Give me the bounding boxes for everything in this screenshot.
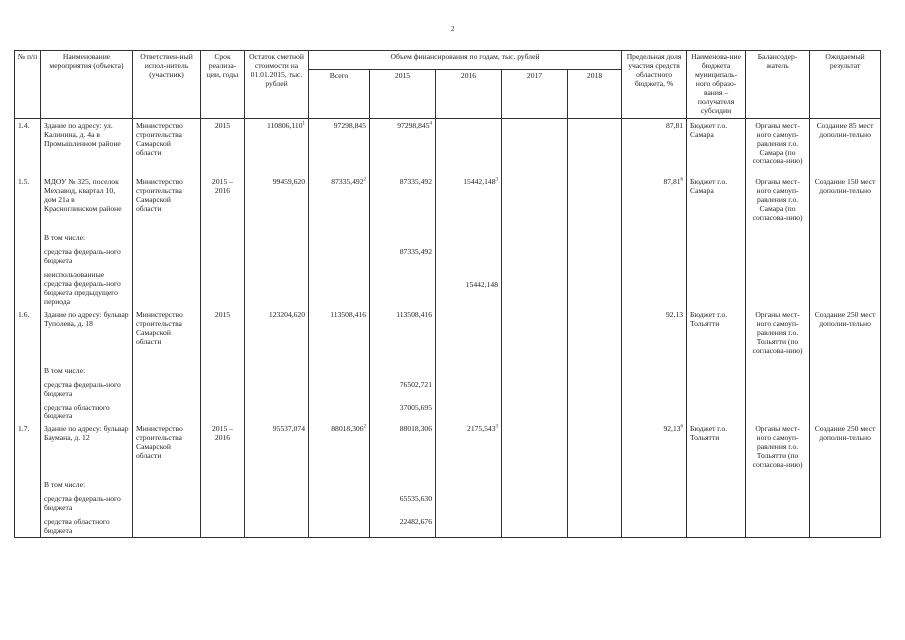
cell-2018	[568, 118, 622, 167]
sub-row	[15, 244, 881, 267]
sub-holder	[746, 357, 810, 377]
sub-share	[622, 471, 687, 491]
sub-total	[309, 224, 370, 244]
sub-2018	[568, 514, 622, 537]
sub-period	[201, 357, 245, 377]
cell-name	[41, 118, 133, 167]
sub-total	[309, 377, 370, 400]
cell-num	[15, 308, 41, 357]
sub-budget	[687, 244, 746, 267]
cell-budget	[687, 308, 746, 357]
cell-share-value: 87,81	[665, 120, 684, 130]
sub-remainder	[245, 357, 309, 377]
cell-remainder-value: 123204,620	[268, 309, 305, 319]
cell-total	[309, 118, 370, 167]
cell-responsible-value: Министерство строительства Самарской области	[136, 309, 183, 346]
sub-result	[810, 471, 881, 491]
cell-remainder	[245, 308, 309, 357]
cell-holder-value: Органы мест-ного самоуп-равления г.о. Тольятти (по согласова-нию)	[752, 424, 803, 470]
cell-remainder	[245, 422, 309, 471]
cell-2017	[502, 308, 568, 357]
sub-row	[15, 267, 881, 308]
cell-remainder	[245, 118, 309, 167]
cell-total	[309, 175, 370, 224]
sub-label	[41, 357, 133, 377]
cell-share	[622, 118, 687, 167]
cell-budget	[687, 175, 746, 224]
sub-label-value: В том числе:	[44, 233, 86, 243]
cell-budget	[687, 118, 746, 167]
sub-label	[41, 514, 133, 537]
sub-period	[201, 471, 245, 491]
sub-row	[15, 471, 881, 491]
sub-remainder	[245, 491, 309, 514]
spacer-cell	[436, 167, 502, 175]
sub-2017	[502, 471, 568, 491]
cell-responsible	[133, 175, 201, 224]
sub-remainder	[245, 400, 309, 423]
cell-name	[41, 422, 133, 471]
sub-2015-value: 37005,695	[399, 402, 432, 412]
sub-responsible	[133, 267, 201, 308]
sub-row	[15, 400, 881, 423]
sub-2016	[436, 267, 502, 308]
sub-holder	[746, 491, 810, 514]
sub-result	[810, 244, 881, 267]
cell-budget-value: Бюджет г.о. Самара	[690, 120, 728, 139]
cell-period	[201, 308, 245, 357]
cell-result-value: Создание 250 мест дополни-тельно	[814, 424, 876, 443]
sub-result	[810, 400, 881, 423]
sub-holder	[746, 471, 810, 491]
spacer-cell	[622, 167, 687, 175]
sub-remainder	[245, 224, 309, 244]
header-remainder: Остаток сметной стоимости на 01.01.2015, тыс. рублей	[245, 51, 309, 119]
cell-share-value: 92,13	[665, 309, 684, 319]
spacer-cell	[687, 167, 746, 175]
header-name: Наименование мероприятия (объекта)	[41, 51, 133, 119]
sub-2018	[568, 357, 622, 377]
cell-name-value: Здание по адресу: бульвар Баумана, д. 12	[44, 424, 129, 443]
cell-period	[201, 118, 245, 167]
sub-2015-value: 76502,721	[399, 379, 432, 389]
sub-period	[201, 400, 245, 423]
sub-period	[201, 377, 245, 400]
sub-budget	[687, 514, 746, 537]
spacer-cell	[309, 167, 370, 175]
cell-2016	[436, 422, 502, 471]
sub-result	[810, 514, 881, 537]
cell-holder	[746, 308, 810, 357]
header-budget-name: Наименова-ние бюджета муниципаль-ного образо-вания – получателя субсидии	[687, 51, 746, 119]
sub-remainder	[245, 471, 309, 491]
sub-2016	[436, 471, 502, 491]
sub-2018	[568, 244, 622, 267]
sub-label-value: средства федераль-ного бюджета	[44, 379, 121, 398]
sub-label	[41, 244, 133, 267]
header-responsible: Ответствен-ный испол-нитель (участник)	[133, 51, 201, 119]
cell-2016-value: 15442,148	[463, 177, 496, 187]
sub-budget	[687, 471, 746, 491]
cell-period-value: 2015	[214, 120, 231, 130]
sub-num	[15, 491, 41, 514]
sub-budget	[687, 357, 746, 377]
sub-total	[309, 267, 370, 308]
sub-2016-value: 15442,148	[465, 280, 498, 290]
sub-responsible	[133, 491, 201, 514]
cell-budget-value: Бюджет г.о. Самара	[690, 177, 728, 196]
sub-2016	[436, 400, 502, 423]
header-period: Срок реализа-ции, годы	[201, 51, 245, 119]
sub-budget	[687, 224, 746, 244]
sub-result	[810, 224, 881, 244]
sub-2017	[502, 377, 568, 400]
cell-holder-value: Органы мест-ного самоуп-равления г.о. Самара (по согласова-нию)	[752, 120, 803, 166]
header-year-2018: 2018	[568, 70, 622, 119]
cell-total-value: 97298,845	[333, 120, 366, 130]
header-year-2016: 2016	[436, 70, 502, 119]
sub-2017	[502, 267, 568, 308]
cell-2016	[436, 118, 502, 167]
cell-budget-value: Бюджет г.о. Тольятти	[690, 424, 728, 443]
spacer-cell	[41, 167, 133, 175]
sub-responsible	[133, 377, 201, 400]
sub-label	[41, 377, 133, 400]
cell-responsible-value: Министерство строительства Самарской области	[136, 120, 183, 157]
sub-remainder	[245, 377, 309, 400]
cell-name	[41, 175, 133, 224]
sub-result	[810, 267, 881, 308]
sub-2017	[502, 244, 568, 267]
header-num: № п/п	[15, 51, 41, 119]
cell-budget	[687, 422, 746, 471]
sub-budget	[687, 267, 746, 308]
cell-total-value: 87335,492	[331, 177, 364, 187]
cell-2015-value: 97298,845	[397, 120, 430, 130]
sub-share	[622, 224, 687, 244]
sub-remainder	[245, 514, 309, 537]
sub-num	[15, 471, 41, 491]
cell-result-value: Создание 250 мест дополни-тельно	[814, 309, 876, 328]
header-result: Ожидаемый результат	[810, 51, 881, 119]
sub-2018	[568, 400, 622, 423]
cell-share	[622, 422, 687, 471]
cell-responsible-value: Министерство строительства Самарской области	[136, 424, 183, 461]
sub-label	[41, 267, 133, 308]
cell-2018	[568, 308, 622, 357]
sub-2016	[436, 377, 502, 400]
cell-total-footnote: 2	[363, 177, 366, 183]
table-row	[15, 175, 881, 224]
cell-2016-footnote: 3	[495, 424, 498, 430]
sub-num	[15, 244, 41, 267]
sub-budget	[687, 400, 746, 423]
sub-2018	[568, 377, 622, 400]
cell-period	[201, 422, 245, 471]
sub-2018	[568, 267, 622, 308]
cell-2016	[436, 175, 502, 224]
sub-responsible	[133, 514, 201, 537]
cell-share	[622, 175, 687, 224]
sub-responsible	[133, 471, 201, 491]
sub-num	[15, 267, 41, 308]
cell-2015	[370, 175, 436, 224]
sub-holder	[746, 377, 810, 400]
sub-remainder	[245, 267, 309, 308]
cell-period-value: 2015 – 2016	[212, 177, 233, 196]
cell-result	[810, 118, 881, 167]
cell-num-value: 1.5.	[18, 177, 30, 187]
cell-total-value: 88018,306	[331, 424, 364, 434]
cell-period-value: 2015 – 2016	[212, 424, 233, 443]
sub-2017	[502, 491, 568, 514]
cell-budget-value: Бюджет г.о. Тольятти	[690, 309, 728, 328]
sub-2017	[502, 224, 568, 244]
sub-period	[201, 244, 245, 267]
cell-period	[201, 175, 245, 224]
sub-2015	[370, 514, 436, 537]
sub-share	[622, 377, 687, 400]
cell-2017	[502, 422, 568, 471]
sub-2015-value: 87335,492	[399, 247, 432, 257]
spacer-cell	[15, 167, 41, 175]
sub-2016	[436, 357, 502, 377]
cell-2016	[436, 308, 502, 357]
sub-2015	[370, 357, 436, 377]
cell-share-footnote: 6	[680, 424, 684, 430]
sub-remainder	[245, 244, 309, 267]
cell-remainder-value: 95537,074	[272, 424, 305, 434]
sub-label	[41, 224, 133, 244]
sub-share	[622, 244, 687, 267]
sub-label-value: В том числе:	[44, 480, 86, 490]
header-holder: Балансодер-жатель	[746, 51, 810, 119]
header-total: Всего	[309, 70, 370, 119]
cell-result	[810, 175, 881, 224]
cell-total-value: 113508,416	[330, 309, 366, 319]
sub-total	[309, 357, 370, 377]
sub-2018	[568, 224, 622, 244]
sub-responsible	[133, 244, 201, 267]
sub-2017	[502, 357, 568, 377]
sub-label	[41, 471, 133, 491]
funding-table	[14, 50, 881, 538]
cell-remainder-footnote: 1	[302, 121, 305, 127]
cell-2017	[502, 118, 568, 167]
sub-num	[15, 357, 41, 377]
sub-responsible	[133, 357, 201, 377]
sub-label-value: неиспользованные средства федераль-ного бюджета предыдущего периода	[44, 270, 121, 306]
sub-row	[15, 377, 881, 400]
spacer-cell	[133, 167, 201, 175]
table-row	[15, 308, 881, 357]
sub-period	[201, 224, 245, 244]
cell-result	[810, 422, 881, 471]
spacer-cell	[810, 167, 881, 175]
sub-holder	[746, 514, 810, 537]
sub-row	[15, 514, 881, 537]
sub-total	[309, 471, 370, 491]
cell-total-footnote: 2	[363, 424, 366, 430]
sub-2015	[370, 491, 436, 514]
sub-2015	[370, 471, 436, 491]
header-share: Предельная доля участия средств областного бюджета, %	[622, 51, 687, 119]
sub-result	[810, 357, 881, 377]
sub-row	[15, 357, 881, 377]
cell-2015	[370, 422, 436, 471]
sub-label-value: средства областного бюджета	[44, 402, 110, 421]
sub-period	[201, 514, 245, 537]
sub-share	[622, 400, 687, 423]
header-funding: Объем финансирования по годам, тыс. рублей	[309, 51, 622, 70]
sub-2016	[436, 224, 502, 244]
sub-row	[15, 491, 881, 514]
cell-num-value: 1.4.	[18, 120, 30, 130]
sub-label	[41, 400, 133, 423]
sub-responsible	[133, 400, 201, 423]
sub-label-value: В том числе:	[44, 365, 86, 375]
cell-2016-footnote: 3	[495, 177, 498, 183]
cell-share	[622, 308, 687, 357]
sub-share	[622, 491, 687, 514]
cell-2015-value: 87335,492	[399, 177, 432, 187]
table-row	[15, 118, 881, 167]
cell-responsible-value: Министерство строительства Самарской области	[136, 177, 183, 214]
cell-holder-value: Органы мест-ного самоуп-равления г.о. Самара (по согласова-нию)	[752, 177, 803, 223]
sub-total	[309, 491, 370, 514]
cell-total	[309, 422, 370, 471]
cell-name-value: МДОУ № 325, поселок Мехзавод, квартал 10, дом 21а в Красноглинском районе	[44, 177, 122, 214]
cell-2017	[502, 175, 568, 224]
sub-label	[41, 491, 133, 514]
cell-num-value: 1.7.	[18, 424, 30, 434]
header-year-2015: 2015	[370, 70, 436, 119]
sub-budget	[687, 377, 746, 400]
row-spacer	[15, 167, 881, 175]
sub-2015	[370, 244, 436, 267]
cell-2018	[568, 422, 622, 471]
cell-responsible	[133, 118, 201, 167]
sub-2015-value: 65535,630	[399, 494, 432, 504]
spacer-cell	[370, 167, 436, 175]
sub-result	[810, 491, 881, 514]
cell-num	[15, 422, 41, 471]
cell-share-value: 87,81	[663, 177, 681, 187]
sub-share	[622, 267, 687, 308]
sub-total	[309, 514, 370, 537]
sub-label-value: средства федераль-ного бюджета	[44, 494, 121, 513]
sub-2017	[502, 514, 568, 537]
sub-num	[15, 224, 41, 244]
sub-holder	[746, 224, 810, 244]
sub-2015	[370, 267, 436, 308]
cell-name-value: Здание по адресу: ул. Калинина, д. 4а в Промышленном районе	[44, 120, 121, 148]
cell-remainder-value: 99459,620	[272, 177, 305, 187]
cell-num	[15, 118, 41, 167]
page-number: 2	[451, 25, 455, 33]
cell-2015-value: 113508,416	[396, 309, 432, 319]
sub-2018	[568, 491, 622, 514]
sub-label-value: средства областного бюджета	[44, 517, 110, 535]
sub-2016	[436, 244, 502, 267]
cell-holder-value: Органы мест-ного самоуп-равления г.о. Тольятти (по согласова-нию)	[752, 309, 803, 355]
sub-2015	[370, 400, 436, 423]
cell-period-value: 2015	[214, 309, 231, 319]
cell-share-value: 92,13	[663, 424, 681, 434]
sub-2015	[370, 377, 436, 400]
cell-2015-value: 88018,306	[399, 424, 432, 434]
sub-label-value: средства федераль-ного бюджета	[44, 247, 121, 266]
sub-period	[201, 491, 245, 514]
cell-name-value: Здание по адресу: бульвар Туполева, д. 18	[44, 309, 129, 328]
spacer-cell	[245, 167, 309, 175]
sub-share	[622, 357, 687, 377]
sub-2018	[568, 471, 622, 491]
cell-2018	[568, 175, 622, 224]
sub-num	[15, 377, 41, 400]
cell-holder	[746, 175, 810, 224]
cell-result	[810, 308, 881, 357]
sub-total	[309, 400, 370, 423]
sub-2016	[436, 514, 502, 537]
sub-share	[622, 514, 687, 537]
sub-num	[15, 514, 41, 537]
cell-remainder	[245, 175, 309, 224]
cell-2015-footnote: 4	[429, 121, 432, 127]
sub-num	[15, 400, 41, 423]
sub-2015-value: 22482,676	[399, 517, 432, 527]
sub-2017	[502, 400, 568, 423]
sub-holder	[746, 244, 810, 267]
cell-holder	[746, 422, 810, 471]
spacer-cell	[568, 167, 622, 175]
cell-total	[309, 308, 370, 357]
cell-responsible	[133, 422, 201, 471]
spacer-cell	[201, 167, 245, 175]
sub-period	[201, 267, 245, 308]
cell-responsible	[133, 308, 201, 357]
cell-holder	[746, 118, 810, 167]
cell-num-value: 1.6.	[18, 309, 30, 319]
cell-2015	[370, 118, 436, 167]
cell-result-value: Создание 150 мест дополни-тельно	[814, 177, 876, 196]
sub-budget	[687, 491, 746, 514]
sub-total	[309, 244, 370, 267]
sub-holder	[746, 400, 810, 423]
table-body	[15, 118, 881, 537]
cell-num	[15, 175, 41, 224]
spacer-cell	[746, 167, 810, 175]
sub-result	[810, 377, 881, 400]
spacer-cell	[502, 167, 568, 175]
header-year-2017: 2017	[502, 70, 568, 119]
cell-remainder-value: 110806,110	[266, 120, 303, 130]
cell-result-value: Создание 85 мест дополни-тельно	[816, 120, 874, 139]
sub-holder	[746, 267, 810, 308]
table-row	[15, 422, 881, 471]
cell-2016-value: 2175,543	[467, 424, 496, 434]
cell-share-footnote: 6	[680, 177, 684, 183]
sub-responsible	[133, 224, 201, 244]
cell-2015	[370, 308, 436, 357]
sub-row	[15, 224, 881, 244]
sub-2016	[436, 491, 502, 514]
cell-name	[41, 308, 133, 357]
sub-2015	[370, 224, 436, 244]
